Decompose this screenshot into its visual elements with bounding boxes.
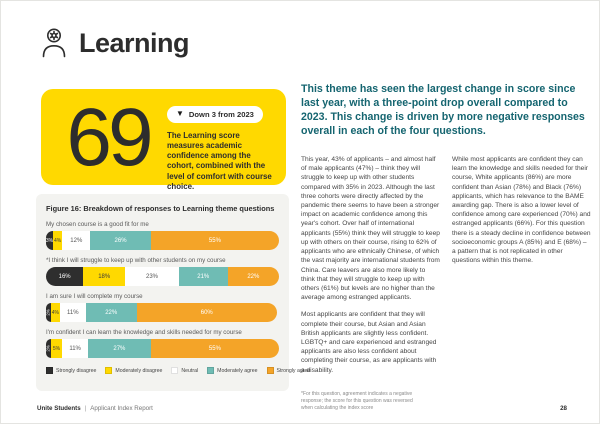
stacked-bar (46, 267, 279, 286)
legend-item (171, 367, 198, 374)
stacked-bar (46, 303, 279, 322)
figure-title: Figure 16: Breakdown of responses to Learning theme questions (46, 204, 275, 213)
legend-item (46, 367, 96, 374)
footer-brand: Unite Students (37, 405, 81, 412)
bar-segment-label: 12% (70, 237, 83, 244)
bar-segment (151, 231, 279, 250)
bar-segment-label: 60% (200, 309, 213, 316)
stacked-bar (46, 339, 279, 358)
legend-swatch (267, 367, 274, 374)
footer-report-name (37, 405, 153, 412)
body-columns (301, 155, 591, 413)
bar-segment-label: 2% (46, 345, 51, 352)
bar-segment-label: 16% (58, 273, 71, 280)
commentary-section (301, 83, 591, 413)
question-label: *I think I will struggle to keep up with other students on my course (46, 257, 226, 264)
question-label: My chosen course is a good fit for me (46, 221, 149, 228)
person-gear-icon (39, 27, 69, 59)
bar-segment (83, 267, 125, 286)
figure-rows (46, 221, 279, 358)
page-footer (37, 405, 567, 412)
bar-segment-label: 55% (208, 237, 221, 244)
legend-swatch (171, 367, 178, 374)
bar-segment (90, 231, 151, 250)
figure-question-row (46, 257, 279, 286)
bar-segment-label: 18% (98, 273, 111, 280)
bar-segment-label: 23% (145, 273, 158, 280)
bar-segment (88, 339, 151, 358)
stacked-bar (46, 231, 279, 250)
figure-question-row (46, 293, 279, 322)
bar-segment (179, 267, 228, 286)
bar-segment (151, 339, 279, 358)
body-column-2 (452, 155, 591, 413)
paragraph: While most applicants are confident they can learn the knowledge and skills needed for their course, White applicants (86%) are more confident than Asian (78%) and Black (76%) applicants, which has relevance to the BAME awarding gap. There is also a lower level of confidence among care experienced (70%) and estranged applicants (66%). For this question there is a steady decline in confidence between socioeconomic groups A (85%) and E (68%) – a pattern that is not replicated in other questions within this theme. (452, 155, 591, 265)
bar-segment-label: 22% (247, 273, 260, 280)
bar-segment-label: 27% (113, 345, 126, 352)
bar-segment-label: 4% (54, 237, 62, 244)
bar-segment (60, 303, 86, 322)
legend-item (105, 367, 162, 374)
legend-label: Neutral (181, 367, 199, 374)
bar-segment-label: 2% (46, 309, 51, 316)
legend-label: Strongly disagree (56, 367, 97, 374)
legend-label: Moderately agree (217, 367, 258, 374)
score-change-badge (167, 106, 263, 123)
bar-segment (62, 231, 90, 250)
bar-segment (137, 303, 277, 322)
bar-segment-label: 11% (66, 309, 79, 316)
bar-segment (51, 303, 60, 322)
figure-question-row (46, 329, 279, 358)
bar-segment (228, 267, 279, 286)
bar-segment (53, 231, 62, 250)
score-change-label: Down 3 from 2023 (188, 109, 254, 119)
question-label: I'm confident I can learn the knowledge and skills needed for my course (46, 329, 242, 336)
bar-segment (62, 339, 88, 358)
legend-item (207, 367, 257, 374)
bar-segment (51, 339, 63, 358)
footer-separator: | (84, 405, 87, 412)
theme-summary: This theme has seen the largest change in score since last year, with a three-point drop overall compared to 2023. This change is driven by more negative responses overall in each of the four questions. (301, 83, 585, 137)
paragraph: This year, 43% of applicants – and almost half of male applicants (47%) – think they will struggle to keep up with other students compared with 35% in 2023. Although the last three cohorts were directly affected by the pandemic there seems to have been a stronger impact on academic confidence among this year's cohort. Over half of international applicants (55%) think they will struggle to keep up with others on their course, rising to 62% of applicants who are ethnically Chinese, of which the vast majority are international students from China. Care leavers are also more likely to think that they will struggle to keep up with others (61%) but levels are no higher than the average among estranged applicants. (301, 155, 440, 302)
legend-label: Strongly agree (276, 367, 311, 374)
bar-segment-label: 11% (69, 345, 81, 352)
bar-segment-label: 3% (46, 237, 53, 244)
bar-segment-label: 4% (51, 309, 59, 316)
score-card-details (167, 99, 274, 191)
page-header (39, 27, 189, 59)
legend-swatch (207, 367, 214, 374)
bar-segment (46, 231, 53, 250)
bar-segment-label: 55% (208, 345, 221, 352)
footer-report-title: Applicant Index Report (90, 405, 153, 412)
footnote: *For this question, agreement indicates a negative response; the score for this question was reversed when calculating the index score (301, 390, 413, 412)
figure-16-card (36, 194, 311, 391)
bar-segment-label: 5% (52, 345, 61, 352)
bar-segment (46, 267, 83, 286)
bar-segment (86, 303, 137, 322)
bar-segment (125, 267, 179, 286)
legend-swatch (105, 367, 112, 374)
paragraph: Most applicants are confident that they will complete their course, but Asian and Asian British applicants are slightly less confident. LGBTQ+ and care experienced and estranged applicants are also less confident about completing their course, as are applicants with a disability. (301, 311, 437, 374)
bar-segment-label: 26% (114, 237, 127, 244)
score-description: The Learning score measures academic confidence among the cohort, combined with the level of comfort with course choice. (167, 130, 272, 191)
learning-score-value: 69 (66, 92, 150, 183)
down-triangle-icon: ▼ (176, 109, 184, 118)
page-title: Learning (79, 27, 190, 58)
legend-label: Moderately disagree (115, 367, 163, 374)
bar-segment-label: 21% (197, 273, 210, 280)
page-number: 28 (560, 405, 567, 412)
chart-legend (46, 367, 311, 374)
bar-segment-label: 22% (105, 309, 118, 316)
question-label: I am sure I will complete my course (46, 293, 143, 300)
score-card (41, 89, 286, 191)
body-column-1 (301, 155, 440, 413)
legend-swatch (46, 367, 53, 374)
figure-question-row (46, 221, 279, 250)
